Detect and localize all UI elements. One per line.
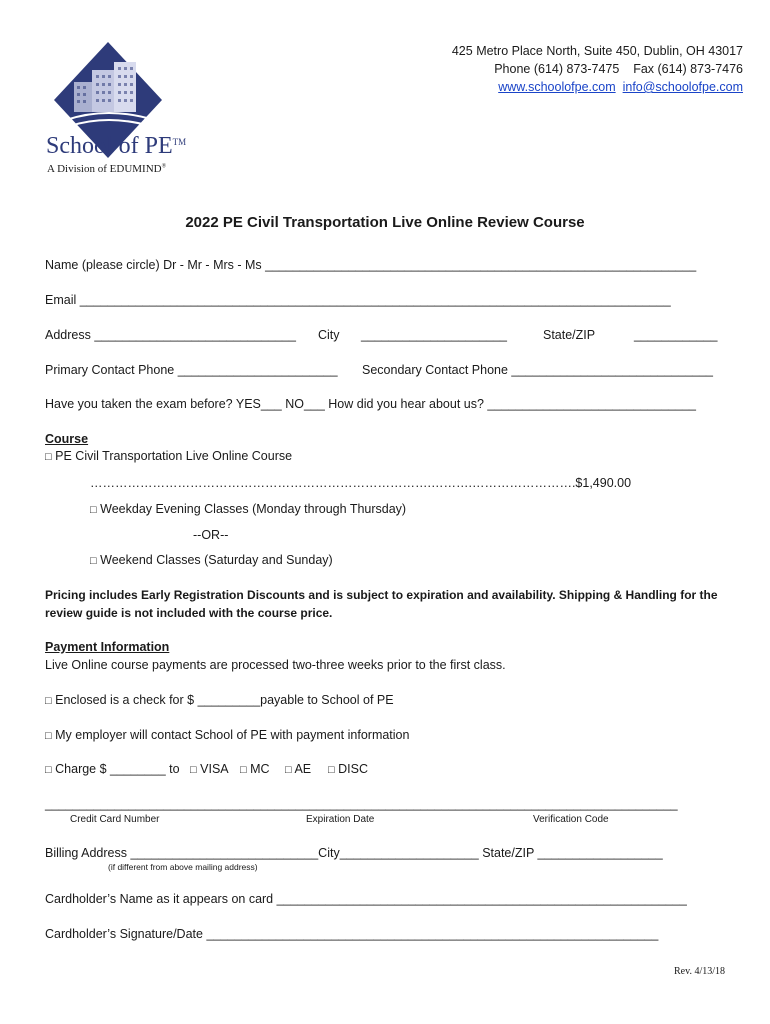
logo-division: A Division of EDUMIND® bbox=[47, 163, 167, 175]
city-field[interactable]: _____________________ bbox=[361, 328, 507, 342]
course-price-line: ……………………………………………………………………….……….…………………….$1,490.00 bbox=[90, 476, 632, 490]
check-option[interactable]: □ Enclosed is a check for $ _________payable to School of PE bbox=[45, 693, 394, 707]
checkbox-icon: □ bbox=[45, 451, 52, 463]
checkbox-icon: □ bbox=[90, 555, 97, 567]
ae-option[interactable]: □ AE bbox=[285, 762, 312, 776]
payment-heading: Payment Information bbox=[45, 640, 170, 654]
revision-date: Rev. 4/13/18 bbox=[673, 966, 725, 977]
card-info-line[interactable]: ___________________________________________________________________________________________ bbox=[45, 797, 678, 811]
card-number-label: Credit Card Number bbox=[70, 814, 160, 825]
logo-trademark: TM bbox=[172, 137, 187, 147]
pricing-note-line-2: review guide is not included with the course price. bbox=[45, 606, 333, 620]
checkbox-icon: □ bbox=[45, 695, 52, 707]
form-title: 2022 PE Civil Transportation Live Online Review Course bbox=[185, 214, 585, 231]
statezip-label: State/ZIP bbox=[543, 328, 596, 342]
verification-label: Verification Code bbox=[533, 814, 609, 825]
cardholder-name-line[interactable]: Cardholder’s Name as it appears on card ___________________________________________________________ bbox=[45, 892, 687, 906]
checkbox-icon: □ bbox=[45, 730, 52, 742]
email-field[interactable]: Email _____________________________________________________________________________________ bbox=[45, 293, 671, 307]
weekend-option[interactable]: □ Weekend Classes (Saturday and Sunday) bbox=[90, 553, 333, 567]
billing-address-note: (if different from above mailing address) bbox=[108, 862, 258, 872]
cardholder-signature-line[interactable]: Cardholder’s Signature/Date _________________________________________________________________ bbox=[45, 927, 659, 941]
visa-option[interactable]: □ VISA bbox=[190, 762, 229, 776]
phone-fax: Phone (614) 873-7475 Fax (614) 873-7476 bbox=[494, 62, 743, 76]
primary-phone-field[interactable]: Primary Contact Phone _______________________ bbox=[45, 363, 338, 377]
secondary-phone-field[interactable]: Secondary Contact Phone _____________________________ bbox=[362, 363, 714, 377]
course-option[interactable]: □ PE Civil Transportation Live Online Course bbox=[45, 449, 293, 463]
contact-block bbox=[452, 42, 743, 96]
website-link[interactable]: www.schoolofpe.com bbox=[498, 80, 616, 94]
employer-option[interactable]: □ My employer will contact School of PE with payment information bbox=[45, 728, 410, 742]
checkbox-icon: □ bbox=[285, 764, 292, 776]
logo-name: School of PE™ bbox=[46, 133, 187, 159]
name-field[interactable]: Name (please circle) Dr - Mr - Mrs - Ms ______________________________________________________________ bbox=[45, 258, 697, 272]
expiration-label: Expiration Date bbox=[306, 814, 375, 825]
exam-question-line[interactable]: Have you taken the exam before? YES___ NO___ How did you hear about us? ______________________________ bbox=[45, 397, 696, 411]
statezip-field[interactable]: ____________ bbox=[634, 328, 718, 342]
disc-option[interactable]: □ DISC bbox=[328, 762, 369, 776]
payment-note: Live Online course payments are processed two-three weeks prior to the first class. bbox=[45, 658, 506, 672]
checkbox-icon: □ bbox=[328, 764, 335, 776]
checkbox-icon: □ bbox=[45, 764, 52, 776]
mc-option[interactable]: □ MC bbox=[240, 762, 270, 776]
billing-address-line[interactable]: Billing Address ___________________________City____________________ State/ZIP __________________ bbox=[45, 846, 663, 860]
checkbox-icon: □ bbox=[240, 764, 247, 776]
charge-option[interactable]: □ Charge $ ________ to bbox=[45, 762, 180, 776]
email-link[interactable]: info@schoolofpe.com bbox=[622, 80, 743, 94]
pricing-note-line-1: Pricing includes Early Registration Discounts and is subject to expiration and availability. Shipping & Handling for the bbox=[45, 588, 718, 602]
checkbox-icon: □ bbox=[90, 504, 97, 516]
course-heading: Course bbox=[45, 432, 89, 446]
address-field[interactable]: Address _____________________________ bbox=[45, 328, 296, 342]
city-label: City bbox=[318, 328, 340, 342]
street-address: 425 Metro Place North, Suite 450, Dublin, OH 43017 bbox=[451, 44, 743, 58]
checkbox-icon: □ bbox=[190, 764, 197, 776]
or-separator: --OR-- bbox=[193, 528, 229, 542]
weekday-option[interactable]: □ Weekday Evening Classes (Monday through Thursday) bbox=[90, 502, 407, 516]
